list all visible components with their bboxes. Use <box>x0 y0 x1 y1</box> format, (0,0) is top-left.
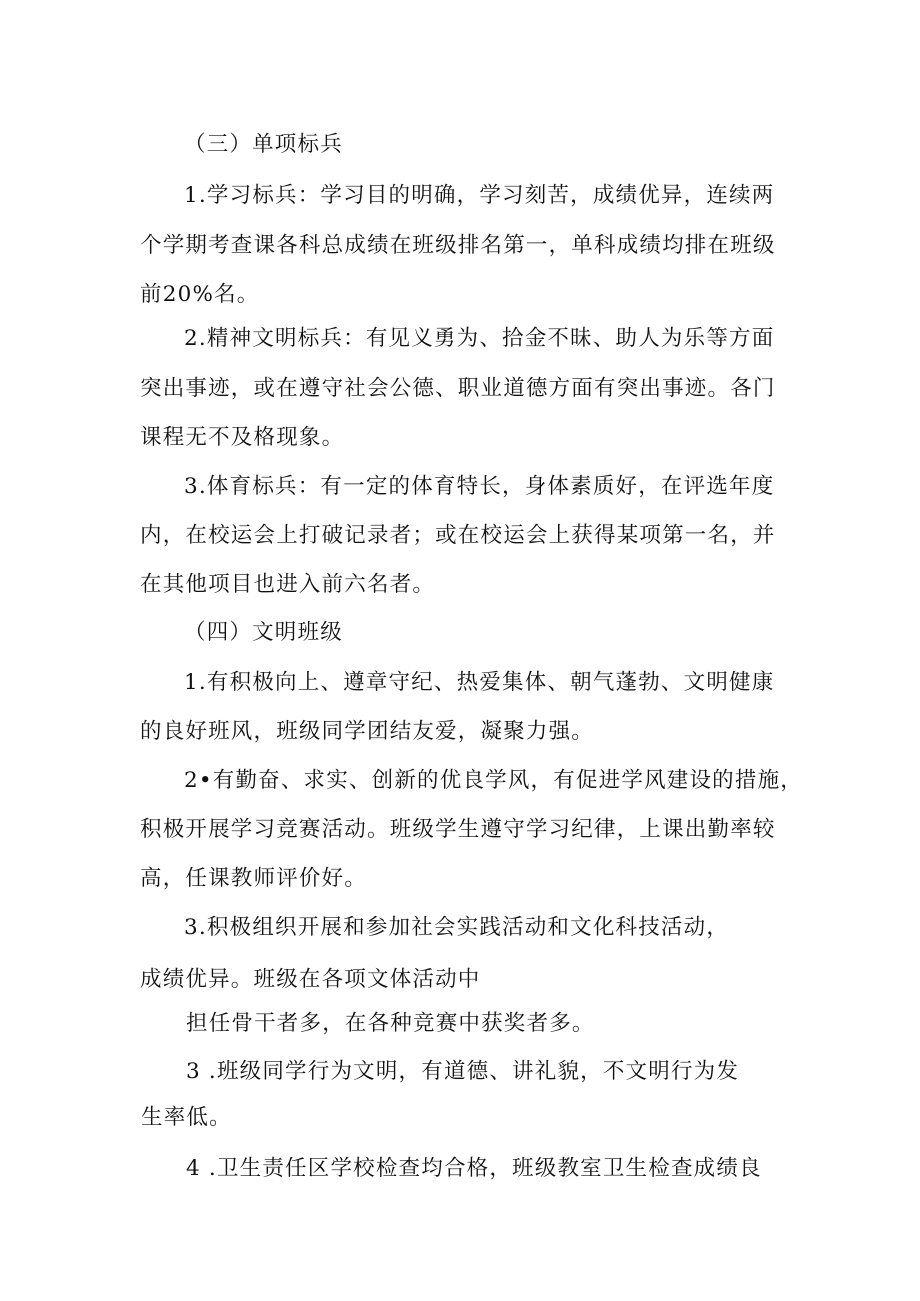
paragraph-line: 2•有勤奋、求实、创新的优良学风，有促进学风建设的措施， <box>184 768 803 793</box>
section-heading-single-model: （三）单项标兵 <box>184 132 343 157</box>
paragraph-line: 高，任课教师评价好。 <box>140 866 368 891</box>
paragraph-line: 课程无不及格现象。 <box>140 425 345 450</box>
paragraph-line: 2.精神文明标兵：有见义勇为、拾金不昧、助人为乐等方面 <box>184 326 775 351</box>
paragraph-line: 担任骨干者多，在各种竞赛中获奖者多。 <box>186 1011 595 1036</box>
paragraph-line: 成绩优异。班级在各项文体活动中 <box>140 967 481 992</box>
paragraph-line: 1.学习标兵：学习目的明确，学习刻苦，成绩优异，连续两 <box>184 183 775 208</box>
paragraph-line: 积极开展学习竞赛活动。班级学生遵守学习纪律，上课出勤率较 <box>140 817 776 842</box>
section-heading-civilized-class: （四）文明班级 <box>184 620 343 645</box>
paragraph-line: 4 .卫生责任区学校检查均合格，班级教室卫生检查成绩良 <box>186 1156 762 1181</box>
paragraph-line: 个学期考查课各科总成绩在班级排名第一，单科成绩均排在班级 <box>140 233 776 258</box>
paragraph-line: 3.积极组织开展和参加社会实践活动和文化科技活动， <box>184 915 730 940</box>
paragraph-line: 内，在校运会上打破记录者；或在校运会上获得某项第一名，并 <box>140 523 776 548</box>
paragraph-line: 1.有积极向上、遵章守纪、热爱集体、朝气蓬勃、文明健康 <box>184 670 775 695</box>
paragraph-line: 3 .班级同学行为文明，有道德、讲礼貌，不文明行为发 <box>186 1059 740 1084</box>
paragraph-line: 前20%名。 <box>140 282 260 307</box>
paragraph-line: 生率低。 <box>141 1105 232 1130</box>
paragraph-line: 突出事迹，或在遵守社会公德、职业道德方面有突出事迹。各门 <box>140 376 776 401</box>
paragraph-line: 的良好班风，班级同学团结友爱，凝聚力强。 <box>140 719 595 744</box>
paragraph-line: 在其他项目也进入前六名者。 <box>140 572 436 597</box>
paragraph-line: 3.体育标兵：有一定的体育特长，身体素质好，在评选年度 <box>184 474 775 499</box>
